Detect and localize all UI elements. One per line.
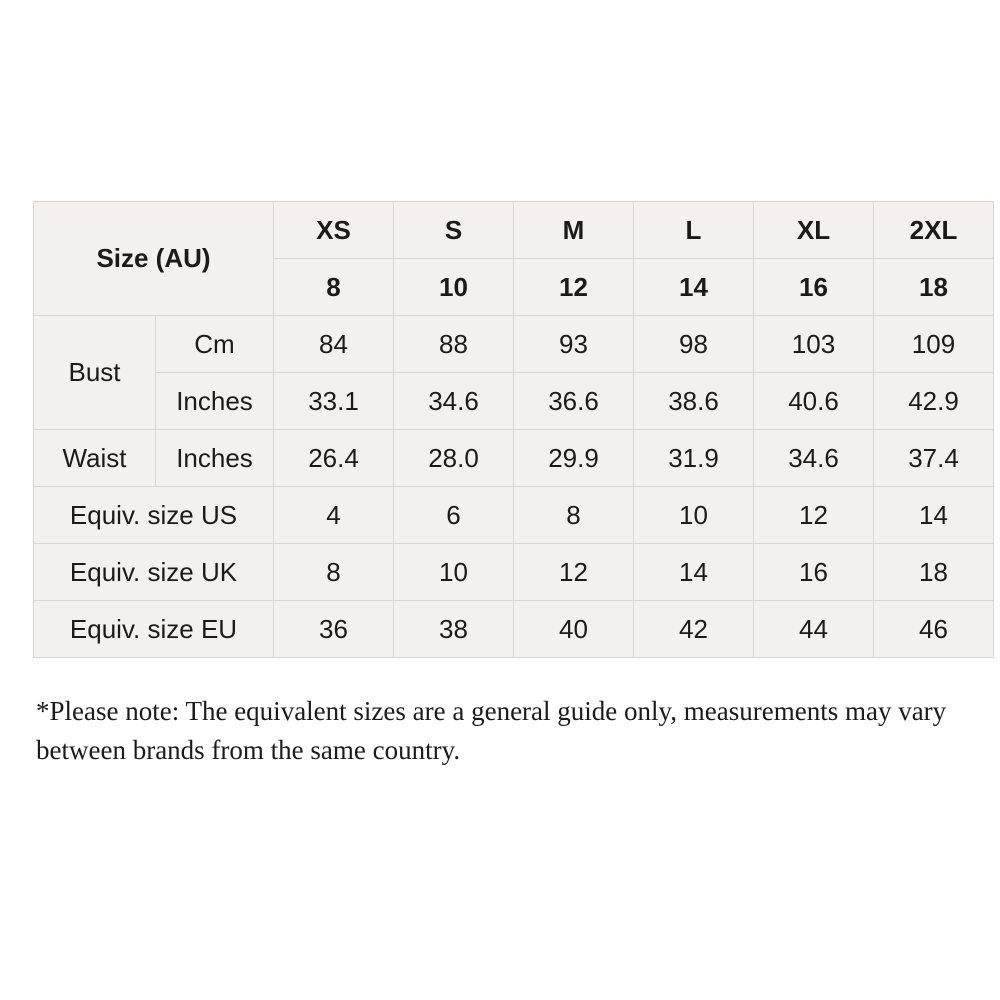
waist-in-xl: 34.6: [754, 430, 874, 487]
size-col-l: L: [634, 202, 754, 259]
au-number-m: 12: [514, 259, 634, 316]
waist-in-l: 31.9: [634, 430, 754, 487]
bust-cm-m: 93: [514, 316, 634, 373]
bust-in-l: 38.6: [634, 373, 754, 430]
waist-in-2xl: 37.4: [874, 430, 994, 487]
equiv-eu-m: 40: [514, 601, 634, 658]
bust-cm-2xl: 109: [874, 316, 994, 373]
au-number-2xl: 18: [874, 259, 994, 316]
bust-cm-s: 88: [394, 316, 514, 373]
row-label-equiv-us: Equiv. size US: [34, 487, 274, 544]
equiv-eu-2xl: 46: [874, 601, 994, 658]
bust-in-2xl: 42.9: [874, 373, 994, 430]
bust-cm-xl: 103: [754, 316, 874, 373]
row-label-equiv-eu: Equiv. size EU: [34, 601, 274, 658]
equiv-uk-xl: 16: [754, 544, 874, 601]
size-col-2xl: 2XL: [874, 202, 994, 259]
equiv-uk-2xl: 18: [874, 544, 994, 601]
equiv-eu-s: 38: [394, 601, 514, 658]
row-label-equiv-uk: Equiv. size UK: [34, 544, 274, 601]
table-row-equiv-us: [34, 487, 994, 544]
equiv-us-2xl: 14: [874, 487, 994, 544]
equiv-us-xl: 12: [754, 487, 874, 544]
row-label-bust: Bust: [34, 316, 156, 430]
size-chart-table: [33, 201, 994, 658]
table-row-bust-cm: [34, 316, 994, 373]
table-row-equiv-eu: [34, 601, 994, 658]
size-col-xl: XL: [754, 202, 874, 259]
equiv-us-s: 6: [394, 487, 514, 544]
bust-in-s: 34.6: [394, 373, 514, 430]
bust-in-xl: 40.6: [754, 373, 874, 430]
table-row-bust-inches: [34, 373, 994, 430]
equiv-us-m: 8: [514, 487, 634, 544]
equiv-us-xs: 4: [274, 487, 394, 544]
table-row-sizes: [34, 202, 994, 259]
size-col-xs: XS: [274, 202, 394, 259]
bust-in-m: 36.6: [514, 373, 634, 430]
unit-label-cm: Cm: [156, 316, 274, 373]
au-number-xl: 16: [754, 259, 874, 316]
size-col-s: S: [394, 202, 514, 259]
waist-in-xs: 26.4: [274, 430, 394, 487]
equiv-uk-s: 10: [394, 544, 514, 601]
waist-in-s: 28.0: [394, 430, 514, 487]
au-number-l: 14: [634, 259, 754, 316]
equiv-uk-m: 12: [514, 544, 634, 601]
table-row-equiv-uk: [34, 544, 994, 601]
unit-label-inches-bust: Inches: [156, 373, 274, 430]
size-chart-container: [33, 201, 973, 658]
size-au-title: Size (AU): [34, 202, 274, 316]
unit-label-inches-waist: Inches: [156, 430, 274, 487]
bust-cm-xs: 84: [274, 316, 394, 373]
bust-cm-l: 98: [634, 316, 754, 373]
au-number-s: 10: [394, 259, 514, 316]
equiv-eu-xl: 44: [754, 601, 874, 658]
bust-in-xs: 33.1: [274, 373, 394, 430]
size-col-m: M: [514, 202, 634, 259]
equiv-eu-l: 42: [634, 601, 754, 658]
size-chart-note: *Please note: The equivalent sizes are a general guide only, measurements may vary between brands from the same country.: [36, 696, 947, 766]
au-number-xs: 8: [274, 259, 394, 316]
equiv-uk-xs: 8: [274, 544, 394, 601]
row-label-waist: Waist: [34, 430, 156, 487]
equiv-eu-xs: 36: [274, 601, 394, 658]
table-row-waist-inches: [34, 430, 994, 487]
equiv-us-l: 10: [634, 487, 754, 544]
equiv-uk-l: 14: [634, 544, 754, 601]
waist-in-m: 29.9: [514, 430, 634, 487]
